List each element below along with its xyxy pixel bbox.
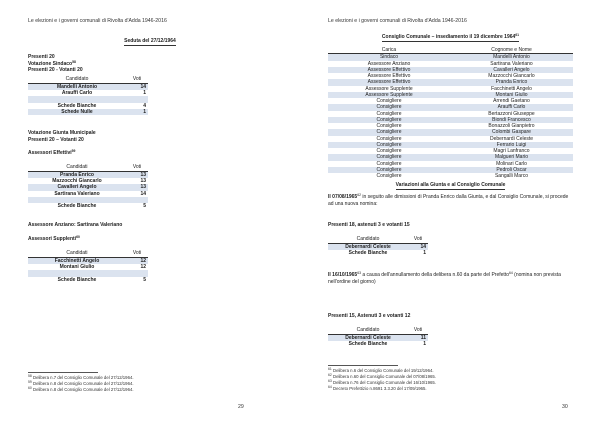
running-header: Le elezioni e i governi comunali di Rivolta d'Adda 1946-2016 [328, 18, 467, 24]
carica-cell: Consigliere [376, 135, 402, 142]
supplenti-vote-table: Candidati Voti Facchinetti Angelo 12 Montani Giulio 12 Schede Bianche 5 [28, 250, 148, 283]
table-row [328, 54, 573, 61]
table-row [328, 173, 573, 179]
carica-cell: Assessore Effettivo [367, 73, 411, 79]
table-row: Schede Bianche 1 [348, 340, 426, 347]
footnote: $^{58}$ Delibera n.7 del Consiglio Comunale del 27/12/1964. [28, 374, 134, 380]
carica-cell: Consigliere [328, 129, 450, 135]
running-header: Le elezioni e i governi comunali di Rivolta d'Adda 1946-2016 [28, 18, 167, 24]
carica-cell: Assessore Effettivo [328, 67, 450, 73]
carica-cell: Consigliere [328, 167, 450, 173]
table-row: Schede Bianche 5 [57, 276, 146, 283]
page-number: 29 [238, 403, 244, 410]
carica-cell: Consigliere [328, 117, 450, 123]
presenti-line-1: Presenti 18, astenuti 3 e votanti 15 [328, 222, 410, 228]
nome-cell: Bonazzoli Gianpietro [488, 123, 535, 129]
carica-cell: Assessore Supplente [328, 92, 450, 98]
presenti-votanti-line: Presenti 20 - Votanti 20 [28, 67, 83, 74]
footnote: $^{60}$ Delibera n.8 del Consiglio Comunale del 27/12/1964. [28, 386, 134, 392]
carica-cell: Consigliere [376, 173, 402, 179]
presenze-block [28, 54, 272, 74]
carica-cell: Assessore Supplente [365, 85, 413, 92]
carica-cell: Consigliere [328, 142, 450, 148]
carica-cell: Sindaco [328, 54, 450, 61]
carica-cell: Assessore Effettivo [328, 79, 450, 85]
table-row: Sartirana Valeriano 14 [54, 190, 146, 197]
footnote: $^{63}$ Delibera n.76 del Consiglio Comunale del 16/10/1965. [328, 379, 436, 385]
nome-cell: Biondi Francesco [450, 117, 573, 123]
giunta-block: Votazione Giunta Municipale Presenti 20 – Votanti 20 [28, 130, 96, 143]
variazioni-title: Variazioni alla Giunta e al Consiglio Comunale [328, 182, 573, 190]
presenti-line: Presenti 20 [28, 54, 55, 60]
presenti-line-2: Presenti 15, Astenuti 3 e votanti 12 [328, 313, 411, 319]
table-row: Montani Giulio 12 [59, 263, 146, 270]
table-row: Debernardi Celeste 11 [328, 334, 428, 341]
table-row: Facchinetti Angelo 12 [28, 257, 148, 264]
footnote: $^{64}$ Decreto Prefettizio n.8691 3.3.20 del 17/09/1965. [328, 385, 427, 391]
nome-cell: Arauffi Carlo [450, 104, 573, 110]
nome-cell: Magri Lanfranco [493, 148, 530, 154]
carica-cell: Consigliere [376, 98, 402, 104]
effettivi-label: Assessori Effettivi$^{59}$ [28, 149, 76, 156]
supplenti-label: Assessori Supplenti$^{60}$ [28, 235, 80, 242]
carica-cell: Consigliere [328, 154, 450, 160]
carica-cell: Consigliere [376, 110, 402, 117]
page-number: 30 [562, 403, 568, 410]
vote-table-1: Candidato Voti Debernardi Celeste 14 Schede Bianche 1 [328, 236, 428, 256]
nome-cell: Pedroli Oscar [450, 167, 573, 173]
table-row: Cavalleri Angelo 13 [28, 184, 148, 190]
nome-cell: Pranda Enrico [450, 79, 573, 85]
effettivi-vote-table: Candidati Voti Pranda Enrico 13 Mazzocchi Giancarlo 13 Cavalleri Angelo 13 Sartirana Valeriano 14 Schede Bianche 5 [28, 164, 148, 210]
carica-cell: Consigliere [376, 160, 402, 167]
table-row: Schede Bianche 4 [57, 102, 146, 109]
footnote: $^{59}$ Delibera n.8 del Consiglio Comunale del 27/12/1964. [28, 380, 134, 386]
footnote: $^{62}$ Delibera n.60 del Consiglio Comunale del 07/08/1965. [328, 373, 436, 379]
nome-cell: Bertazzoni Giuseppe [488, 110, 535, 117]
table-row: Debernardi Celeste 14 [328, 243, 428, 250]
paragraph-1: Il 07/08/1965$^{62}$ in seguito alle dimissioni di Pranda Enrico dalla Giunta, e dal Consiglio Comunale, si procede ad una nuova nomina: [328, 193, 569, 207]
carica-cell: Consigliere [328, 104, 450, 110]
nome-cell: Cavalleri Angelo [450, 67, 573, 73]
table-row: Mazzocchi Giancarlo 13 [52, 177, 146, 184]
nome-cell: Debernardi Celeste [489, 135, 534, 142]
carica-cell: Assessore Anziano [367, 60, 411, 67]
table-row: Schede Bianche 5 [57, 203, 146, 210]
nome-cell: Mandelli Antonio [450, 54, 573, 61]
nome-cell: Sangalli Marco [494, 173, 529, 179]
footnote-rule [328, 365, 398, 366]
vote-table-2: Candidato Voti Debernardi Celeste 11 Schede Bianche 1 [328, 327, 428, 347]
anziano-line: Assessore Anziano: Sartirana Valeriano [28, 222, 123, 228]
nome-cell: Colombi Gaspare [450, 129, 573, 135]
votazione-sindaco-line: Votazione Sindaco$^{58}$ [28, 59, 76, 67]
nome-cell: Arrendi Gaetano [493, 98, 530, 104]
council-table [328, 47, 573, 179]
footnote: $^{61}$ Delibera n.6 del Consiglio Comunale del 19/12/1964. [328, 367, 434, 373]
nome-cell: Sartirana Valeriano [490, 60, 533, 67]
table-row: Schede Nulle 1 [28, 109, 148, 115]
table-row: Schede Bianche 1 [348, 249, 426, 256]
nome-cell: Mazzocchi Giancarlo [488, 73, 535, 79]
nome-cell: Malgueri Mario [450, 154, 573, 160]
nome-cell: Facchinetti Angelo [491, 85, 532, 92]
nome-cell: Ferrario Luigi [450, 142, 573, 148]
paragraph-2: Il 16/10/1965$^{63}$ a causa dell'annullamento della delibera n.60 da parte del Prefetto$^{64}$ (nomina non prevista nell'ordine del giorno) [328, 271, 561, 285]
table-header-row: Carica Cognome e Nome [328, 47, 573, 54]
nome-cell: Molinari Carlo [496, 160, 527, 167]
right-page [300, 0, 600, 424]
table-row: Mandelli Antonio 14 [28, 83, 148, 90]
seduta-title: Seduta del 27/12/1964 [28, 38, 272, 46]
sindaco-vote-table: Candidato Voti Mandelli Antonio 14 Arauffi Carlo 1 Schede Bianche 4 Schede Nulle 1 [28, 76, 148, 115]
nome-cell: Montani Giulio [450, 92, 573, 98]
carica-cell: Consigliere [376, 123, 402, 129]
carica-cell: Consigliere [376, 148, 402, 154]
table-row: Arauffi Carlo 1 [61, 89, 146, 96]
footnote-rule [28, 372, 98, 373]
table-row: Pranda Enrico 13 [28, 171, 148, 178]
council-title: Consiglio Comunale – insediamento il 19 dicembre 1964$^{61}$ [328, 34, 573, 42]
